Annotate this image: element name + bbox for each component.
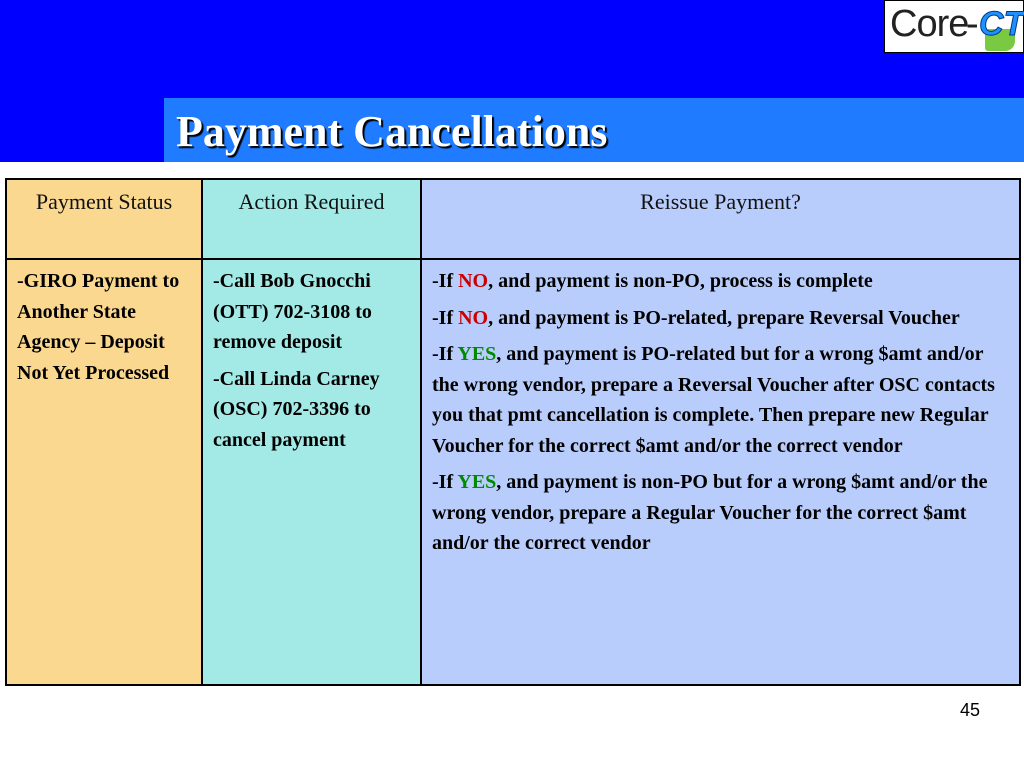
logo-core-text: Core: [890, 3, 969, 45]
rule-prefix: -If: [432, 343, 458, 365]
header-action-required: Action Required: [202, 179, 421, 259]
reissue-rule: [432, 266, 1009, 297]
rule-text: , and payment is PO-related, prepare Reversal Voucher: [488, 306, 960, 329]
keyword-yes: YES: [457, 471, 497, 493]
reissue-rule: [432, 339, 1009, 461]
payment-cancellation-table: [5, 178, 1021, 686]
rule-text: , and payment is PO-related but for a wrong $amt and/or the wrong vendor, prepare a Reversal Voucher after OSC contacts you that pmt cancellation is complete. Then prepare new Regular Voucher for the correct $amt and/or the correct vendor: [432, 343, 995, 457]
reissue-rule: [432, 467, 1009, 559]
keyword-yes: YES: [457, 343, 497, 365]
header-payment-status: Payment Status: [6, 179, 202, 259]
logo-dash-text: -: [966, 3, 979, 45]
title-bar: [164, 98, 1024, 162]
payment-status-cell: -GIRO Payment to Another State Agency – Deposit Not Yet Processed: [6, 259, 202, 685]
rule-prefix: -If: [432, 471, 458, 493]
page-number: 45: [960, 700, 981, 720]
action-item: -Call Linda Carney (OSC) 702-3396 to cancel payment: [213, 367, 380, 451]
header-reissue-payment: Reissue Payment?: [421, 179, 1020, 259]
table-row: [6, 259, 1020, 685]
logo-ct-text: CT: [979, 5, 1024, 43]
core-ct-logo: [884, 0, 1024, 53]
rule-prefix: -If: [432, 270, 459, 292]
reissue-payment-cell: [421, 259, 1020, 685]
rule-prefix: -If: [432, 306, 459, 329]
action-item: -Call Bob Gnocchi (OTT) 702-3108 to remove deposit: [213, 270, 372, 353]
keyword-no: NO: [458, 306, 489, 329]
rule-text: , and payment is non-PO but for a wrong $amt and/or the wrong vendor, prepare a Regular Voucher for the correct $amt and/or the correct vendor: [432, 471, 988, 554]
page-title: Payment Cancellations: [176, 107, 608, 156]
reissue-rule: [432, 303, 1009, 334]
table-header-row: [6, 179, 1020, 259]
rule-text: , and payment is non-PO, process is complete: [488, 270, 873, 292]
action-required-cell: [202, 259, 421, 685]
keyword-no: NO: [458, 270, 489, 292]
